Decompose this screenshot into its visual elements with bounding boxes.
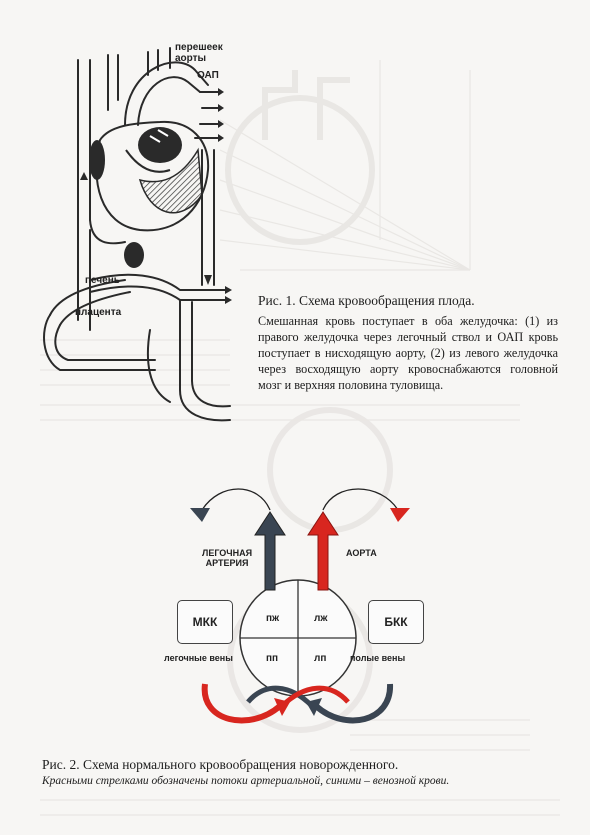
label-vena-cava: полые вены bbox=[350, 653, 406, 663]
pulmonary-artery-arrow bbox=[255, 512, 285, 590]
fetal-heart-drawing bbox=[30, 30, 270, 430]
label-pulmonary-artery: ЛЕГОЧНАЯ АРТЕРИЯ bbox=[202, 548, 253, 568]
label-aortic-isthmus: перешеек аорты bbox=[175, 42, 223, 64]
label-aorta: АОРТА bbox=[346, 548, 377, 558]
newborn-circulation-diagram bbox=[140, 470, 460, 755]
label-left-ventricle: лж bbox=[314, 613, 328, 624]
mkk-label: МКК bbox=[192, 615, 218, 629]
label-oap: ОАП bbox=[197, 70, 219, 81]
aorta-arrow bbox=[308, 512, 338, 590]
label-pulmonary-veins: легочные вены bbox=[164, 653, 233, 663]
fetal-circulation-diagram bbox=[30, 30, 270, 430]
flow-to-mkk-arrowhead bbox=[190, 508, 210, 522]
figure2-caption-text: Красными стрелками обозначены потоки артериальной, синими – венозной крови. bbox=[42, 775, 450, 787]
figure1-caption-title: Рис. 1. Схема кровообращения плода. bbox=[258, 293, 475, 308]
bkk-label: БКК bbox=[384, 615, 408, 629]
label-right-ventricle: пж bbox=[266, 613, 280, 624]
flow-to-bkk-arrowhead bbox=[390, 508, 410, 522]
figure2-caption-title: Рис. 2. Схема нормального кровообращения новорожденного. bbox=[42, 757, 399, 772]
label-right-atrium: пп bbox=[266, 653, 279, 664]
mkk-box bbox=[177, 600, 233, 644]
figure1-caption-text: Смешанная кровь поступает в оба желудочка: (1) из правого желудочка через легочный ствол и ОАП кровь поступает в нисходящую аорту, (2) из левого желудочка через восходящую аорту кровоснабжаются головной мозг и верхняя половина туловища. bbox=[258, 314, 558, 392]
label-placenta: плацента bbox=[75, 307, 122, 318]
label-liver: печень bbox=[85, 275, 120, 286]
label-left-atrium: лп bbox=[314, 653, 327, 664]
bkk-box bbox=[368, 600, 424, 644]
